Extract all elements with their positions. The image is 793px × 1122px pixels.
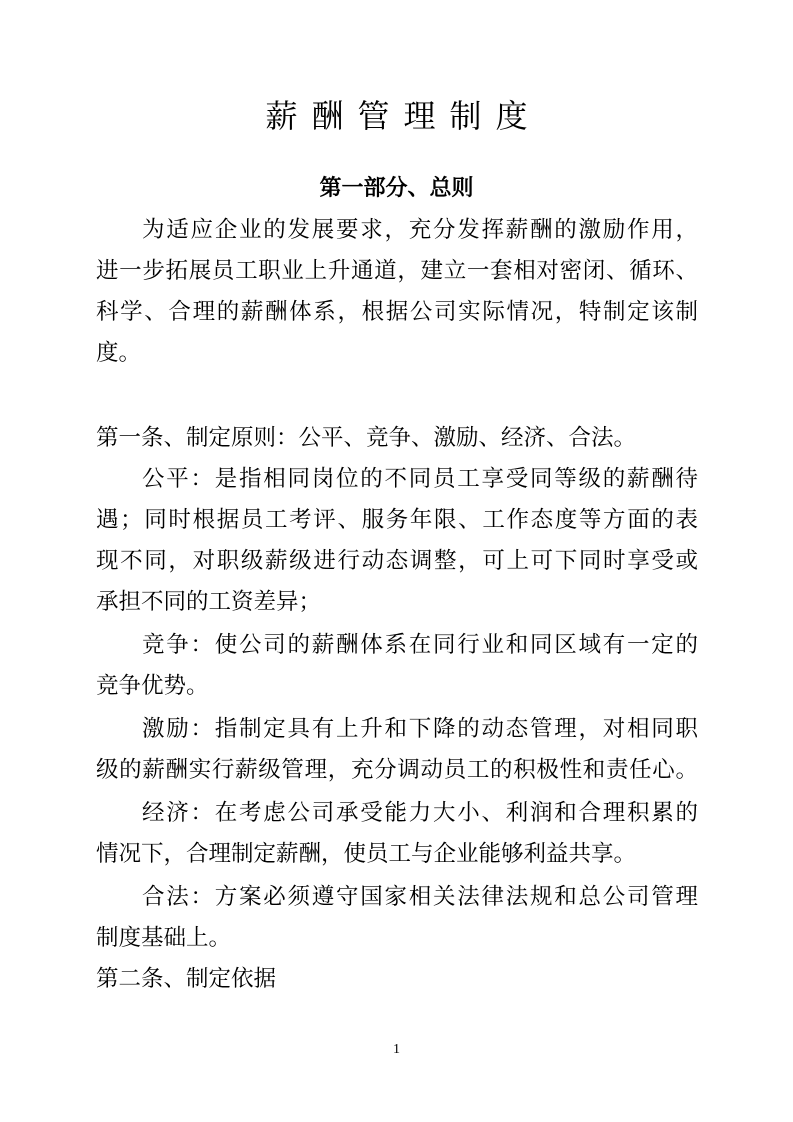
paragraph-line: 现不同，对职级薪级进行动态调整，可上可下同时享受或 (96, 548, 698, 574)
paragraph-line: 进一步拓展员工职业上升通道，建立一套相对密闭、循环、 (96, 258, 698, 284)
paragraph-line: 公平：是指相同岗位的不同员工享受同等级的薪酬待 (142, 466, 698, 492)
paragraph-line: 级的薪酬实行薪级管理，充分调动员工的积极性和责任心。 (96, 757, 698, 783)
paragraph-line: 度。 (96, 340, 142, 366)
paragraph-line: 制度基础上。 (96, 925, 232, 951)
paragraph-line: 合法：方案必须遵守国家相关法律法规和总公司管理 (142, 884, 698, 910)
paragraph-line: 经济：在考虑公司承受能力大小、利润和合理积累的 (142, 800, 698, 826)
paragraph-line: 为适应企业的发展要求，充分发挥薪酬的激励作用， (142, 217, 698, 243)
paragraph-line: 竞争：使公司的薪酬体系在同行业和同区域有一定的 (142, 632, 698, 658)
paragraph-line: 科学、合理的薪酬体系，根据公司实际情况，特制定该制 (96, 299, 698, 325)
article-heading: 第二条、制定依据 (96, 966, 277, 992)
paragraph-line: 激励：指制定具有上升和下降的动态管理，对相同职 (142, 716, 698, 742)
article-heading: 第一条、制定原则：公平、竞争、激励、经济、合法。 (96, 425, 637, 451)
paragraph-line: 承担不同的工资差异； (96, 589, 322, 615)
paragraph-line: 竞争优势。 (96, 673, 209, 699)
document-title: 薪酬管理制度 (265, 97, 542, 135)
paragraph-line: 遇；同时根据员工考评、服务年限、工作态度等方面的表 (96, 507, 698, 533)
page-number: 1 (393, 1042, 400, 1057)
paragraph-line: 情况下，合理制定薪酬，使员工与企业能够利益共享。 (96, 841, 637, 867)
section-heading: 第一部分、总则 (319, 175, 474, 201)
